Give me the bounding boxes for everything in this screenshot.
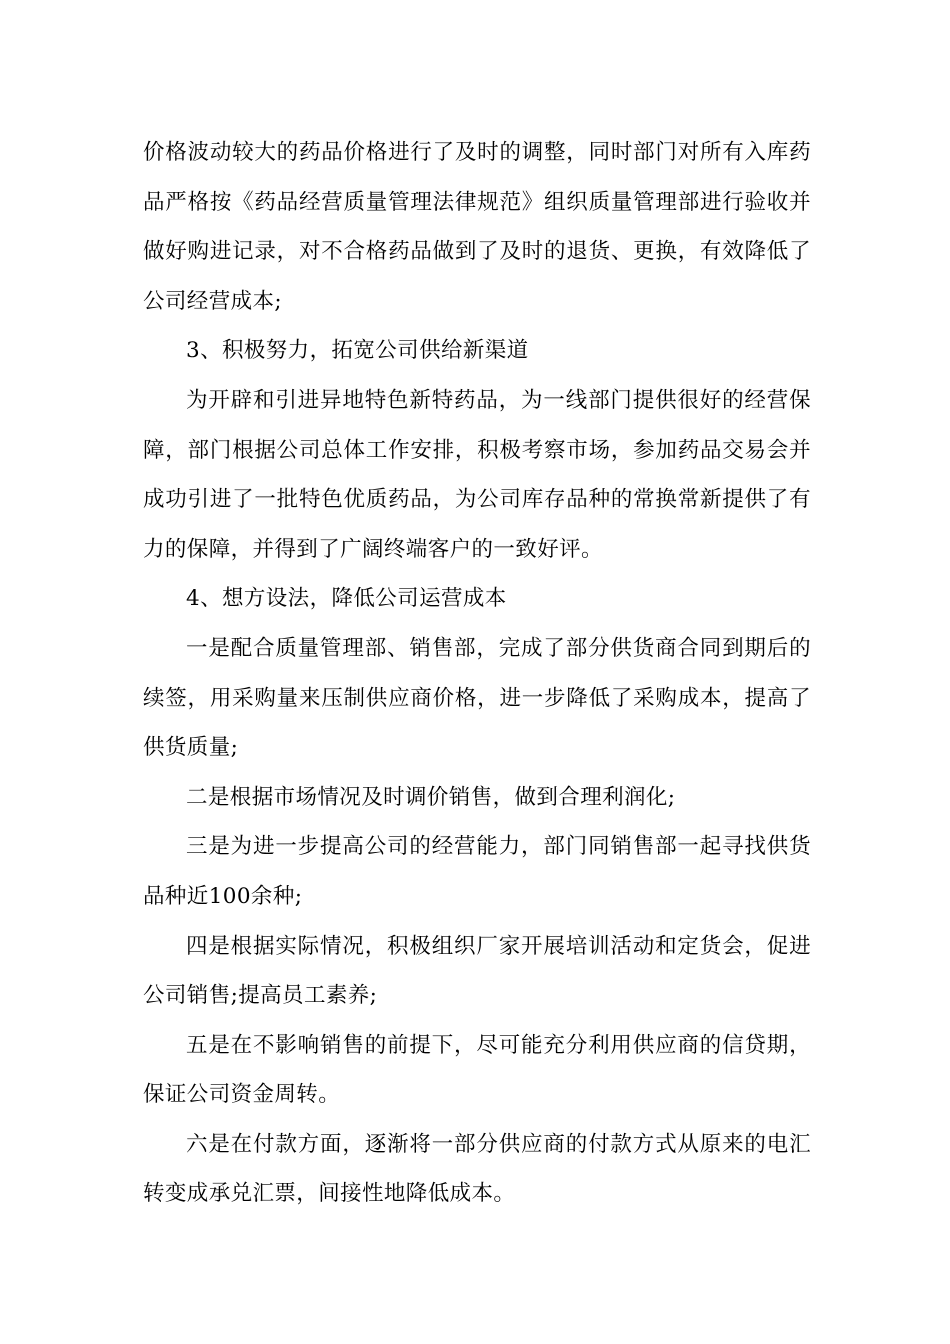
paragraph-item-3: 三是为进一步提高公司的经营能力，部门同销售部一起寻找供货品种近100余种; <box>143 834 811 909</box>
paragraph-item-2: 二是根据市场情况及时调价销售，做到合理利润化; <box>186 784 676 810</box>
paragraph-continuation: 价格波动较大的药品价格进行了及时的调整，同时部门对所有入库药品严格按《药品经营质量管理法律规范》组织质量管理部进行验收并做好购进记录，对不合格药品做到了及时的退货、更换，有效降低了公司经营成本; <box>143 140 811 314</box>
paragraph-item-6: 六是在付款方面，逐渐将一部分供应商的付款方式从原来的电汇转变成承兑汇票，间接性地降低成本。 <box>143 1131 811 1207</box>
document-body <box>143 128 811 1219</box>
section-heading-3: 3、积极努力，拓宽公司供给新渠道 <box>186 338 529 364</box>
paragraph-new-channels: 为开辟和引进异地特色新特药品，为一线部门提供很好的经营保障，部门根据公司总体工作安排，积极考察市场，参加药品交易会并成功引进了一批特色优质药品，为公司库存品种的常换常新提供了有力的保障，并得到了广阔终端客户的一致好评。 <box>143 387 811 562</box>
section-heading-4: 4、想方设法，降低公司运营成本 <box>186 586 507 612</box>
paragraph-item-5: 五是在不影响销售的前提下，尽可能充分利用供应商的信贷期，保证公司资金周转。 <box>143 1032 811 1108</box>
paragraph-item-4: 四是根据实际情况，积极组织厂家开展培训活动和定货会，促进公司销售;提高员工素养; <box>143 933 811 1009</box>
paragraph-item-1: 一是配合质量管理部、销售部，完成了部分供货商合同到期后的续签，用采购量来压制供应商价格，进一步降低了采购成本，提高了供货质量; <box>143 635 811 761</box>
